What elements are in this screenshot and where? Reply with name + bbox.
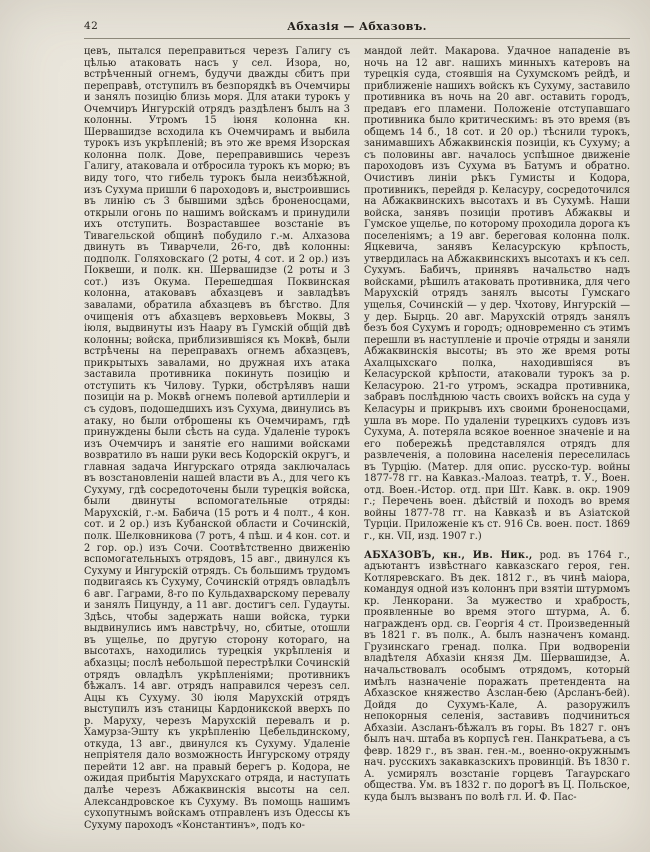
entry-headword: АБХАЗОВЪ, кн., Ив. Ник., — [364, 549, 533, 561]
entry-body-text: род. въ 1764 г., адъютантъ извѣстнаго кавказскаго героя, ген. Котляревскаго. Въ дек. 1812 г., въ чинѣ маіора, командуя одной изъ колоннъ при взятіи штурмомъ кр. Ленкорани. За мужество и храбрость, проявленные во время этого штурма, А. б. награжденъ орд. св. Георгія 4 ст. Произведенный въ 1821 г. въ полк., А. былъ назначенъ команд. Грузинскаго гренад. полка. При водвореніи владѣтеля Абхазіи князя Дм. Шервашидзе, А. начальствовалъ особымъ отрядомъ, который имѣлъ назначеніе поражать претендента на Абхазское княжество Азслан-бею (Арсланъ-бей). Дойдя до Сухумъ-Кале, А. разоружилъ непокорныя селенія, заставивъ подчиниться Абхазіи. Азсланъ-бѣжалъ въ горы. Въ 1827 г. онъ былъ нач. штаба въ корпусѣ ген. Панкратьева, а съ февр. 1829 г., въ зван. ген.-м., военно-окружнымъ нач. русскихъ закавказскихъ провинцій. Въ 1830 г. А. усмирялъ возстаніе горцевъ Тагаурскаго общества. Ум. въ 1832 г. по дорогѣ въ Ц. Польское, куда былъ вызванъ по волѣ гл. И. Ф. Пас- — [364, 549, 630, 803]
running-head-title: Абхазія — Абхазовъ. — [287, 20, 427, 33]
article-abkhazov-entry — [364, 550, 630, 804]
text-columns — [84, 46, 630, 852]
running-head — [84, 20, 630, 35]
header-rule — [84, 38, 630, 39]
article-abkhazia-left-text: цевъ, пытался переправиться черезъ Галигу съ цѣлью атаковать насъ у сел. Изора, но, встрѣченный огнемъ, будучи дважды сбитъ при переправѣ, отступилъ въ безпорядкѣ въ Очемчиры и занялъ позицію близь моря. Для атаки турокъ у Очемчиръ Ингурскій отрядъ раздѣленъ былъ на 3 колонны. Утромъ 15 іюня колонна кн. Шервашидзе всходила къ Очемчирамъ и выбила турокъ изъ укрѣпленій; въ это же время Изорская колонна полк. Дове, переправившись черезъ Галигу, атаковала и отбросила турокъ къ морю; въ виду того, что гибель турокъ была неизбѣжной, изъ Сухума пришли 6 пароходовъ и, выстроившись въ линію съ 3 бывшими здѣсь броненосцами, открыли огонь по нашимъ войскамъ и принудили ихъ отступить. Возраставшее возстаніе въ Тивагельской общинѣ побудило г.-м. Алхазова двинуть въ Тиварчели, 26-го, двѣ колонны: подполк. Голяховскаго (2 роты, 4 сот. и 2 ор.) изъ Поквеши, и полк. кн. Шервашидзе (2 роты и 3 сот.) изъ Окума. Перешедшая Поквинская колонна, атаковавъ абхазцевъ и завладѣвъ завалами, обратила абхазцевъ въ бѣгство. Для очищенія отъ абхазцевъ верховьевъ Моквы, 3 іюля, выдвинуты изъ Наару въ Гумскій общій двѣ колонны; войска, приблизившіяся къ Моквѣ, были встрѣчены на переправахъ огнемъ абхазцевъ, прикрытыхъ завалами, но дружная ихъ атака заставила противника покинуть позицію и отступить къ Чилову. Турки, обстрѣлявъ наши позиціи на р. Моквѣ огнемъ полевой артиллеріи и съ судовъ, подошедшихъ изъ Сухума, двинулись въ атаку, но были отброшены къ Очемчирамъ, гдѣ принуждены были сѣсть на суда. Удаленіе турокъ изъ Очемчиръ и занятіе его нашими войсками возвратило въ наши руки весь Кодорскій округъ, и главная задача Ингурскаго отряда заключалась въ возстановленіи нашей власти въ А., для чего къ Сухуму, гдѣ сосредоточены были турецкія войска, были двинуты вспомогательные отряды: Марухскій, г.-м. Бабича (15 ротъ и 4 полт., 4 кон. сот. и 2 ор.) изъ Кубанской области и Сочинскій, полк. Шелковникова (7 ротъ, 4 пѣш. и 4 кон. сот. и 2 гор. ор.) изъ Сочи. Соотвѣтственно движенію вспомогательныхъ отрядовъ, 15 авг., двинулся къ Сухуму и Ингурскій отрядъ. Съ большимъ трудомъ подвигаясь къ Сухуму, Сочинскій отрядъ овладѣлъ 6 авг. Гаграми, 8-го по Кульдахварскому перевалу и занялъ Пицунду, а 11 авг. достигъ сел. Гудауты. Здѣсь, чтобы задержать наши войска, турки выдвинулись имъ навстрѣчу, но, сбитые, отошли въ ущелье, по другую сторону котораго, на высотахъ, находились турецкія укрѣпленія и абхазцы; послѣ небольшой перестрѣлки Сочинскій отрядъ овладѣлъ укрѣпленіями; противникъ бѣжалъ. 14 авг. отрядъ направился черезъ сел. Ацы къ Сухуму. 30 іюля Марухскій отрядъ выступилъ изъ станицы Кардоникской вверхъ по р. Маруху, черезъ Марухскій перевалъ и р. Хамурза-Эшту къ укрѣпленію Цебельдинскому, откуда, 13 авг., двинулся къ Сухуму. Удаленіе непріятеля дало возможность Ингурскому отряду перейти 12 авг. на правый берегъ р. Кодора, не ожидая прибытія Марухскаго отряда, и наступать далѣе черезъ Абжаквинскія высоты на сел. Александровское къ Сухуму. Въ помощь нашимъ сухопутнымъ войскамъ отправленъ изъ Одессы къ Сухуму пароходъ «Константинъ», подъ ко- — [84, 46, 350, 831]
right-column — [364, 46, 630, 852]
left-column — [84, 46, 350, 852]
article-abkhazia-right-text: мандой лейт. Макарова. Удачное нападеніе въ ночь на 12 авг. нашихъ минныхъ катеровъ на турецкія суда, стоявшія на Сухумскомъ рейдѣ, и приближеніе нашихъ войскъ къ Сухуму, заставило противника въ ночь на 20 авг. оставить городъ, предавъ его пламени. Положеніе отступавшаго противника было критическимъ: въ это время (въ общемъ 14 б., 18 сот. и 20 ор.) тѣснили турокъ, занимавшихъ Абжаквинскія позиціи, къ Сухуму; а съ половины авг. началось успѣшное движеніе пароходовъ изъ Сухума въ Батумъ и обратно. Очистивъ линіи рѣкъ Гумисты и Кодора, противникъ, перейдя р. Келасуру, сосредоточился на Абжаквинскихъ высотахъ и въ Сухумѣ. Наши войска, занявъ позиціи противъ Абжаквы и Гумское ущелье, по которому проходила дорога къ поселеніямъ; а 19 авг. береговая колонна полк. Яцкевича, занявъ Келасурскую крѣпость, утвердилась на Абжаквинскихъ высотахъ и къ сел. Сухумъ. Бабичъ, принявъ начальство надъ войсками, рѣшилъ атаковать противника, для чего Марухскій отрядъ занялъ высоты Гумскаго ущелья, Сочинскій — у дер. Чхотову, Ингурскій — у дер. Бырць. 20 авг. Марухскій отрядъ занялъ безъ боя Сухумъ и городъ; одновременно съ этимъ перешли въ наступленіе и прочіе отряды и заняли Абжаквинскія высоты; въ это же время роты Ахалцыхскаго полка, находившіяся въ Келасурской крѣпости, атаковали турокъ за р. Келасурою. 21-го утромъ, эскадра противника, забравъ послѣднюю часть своихъ войскъ на суда у Келасуры и прикрывъ ихъ своими броненосцами, ушла въ море. По удаленіи турецкихъ судовъ изъ Сухума, А. потеряла всякое военное значеніе и на его побережьѣ представлялся отрядъ для развлеченія, а половина населенія переселилась въ Турцію. (Матер. для опис. русско-тур. войны 1877-78 гг. на Кавказ.-Малоаз. театрѣ, т. У., Воен. отд. Воен.-Истор. отд. при Шт. Кавк. в. окр. 1909 г.; Перечень воен. дѣйствій и походъ во время войны 1877-78 гг. на Кавказѣ и въ Азіатской Турціи. Приложеніе къ ст. 916 Св. воен. пост. 1869 г., кн. VII, изд. 1907 г.) — [364, 46, 630, 542]
page-number: 42 — [84, 20, 99, 32]
